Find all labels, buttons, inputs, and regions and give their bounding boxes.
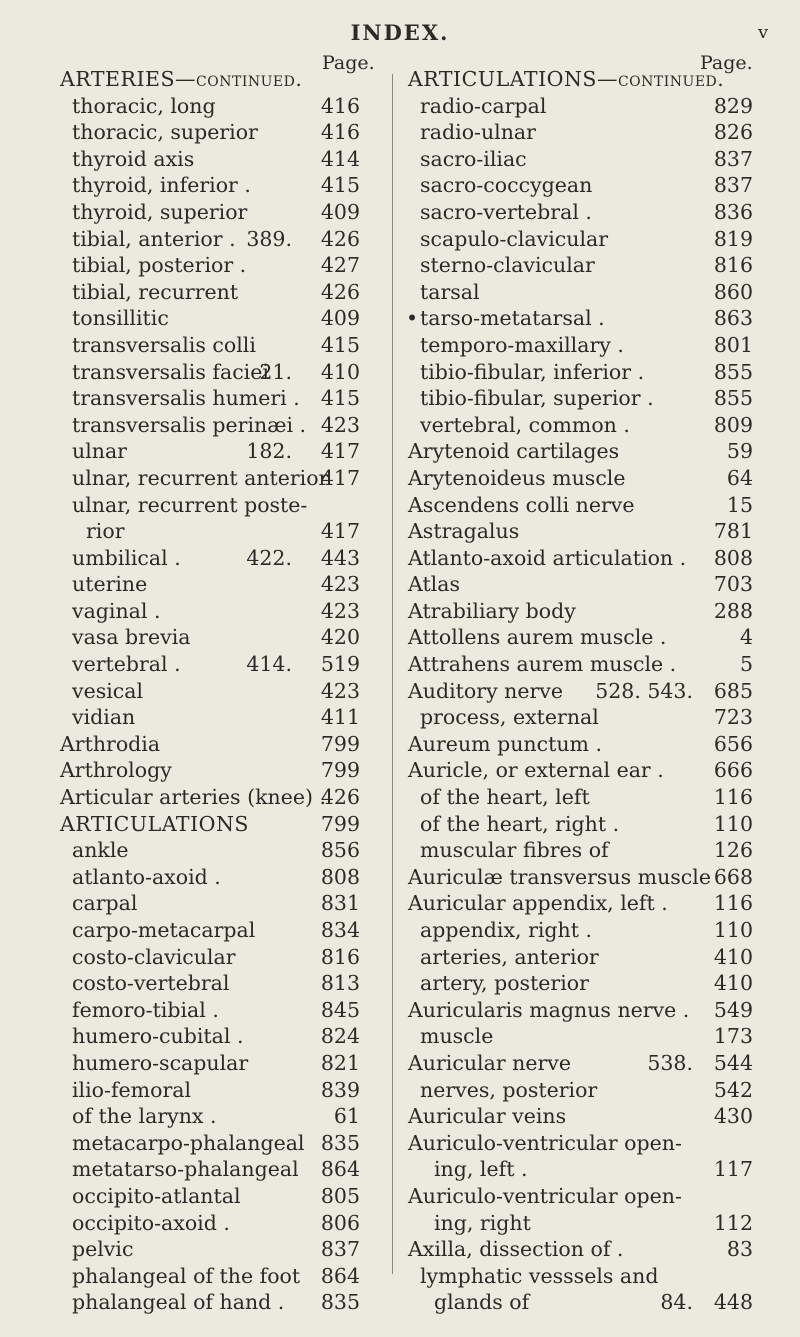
entry-page-number: 110 bbox=[713, 811, 753, 836]
entry-term: tarsal bbox=[420, 279, 480, 304]
index-entry bbox=[60, 252, 360, 279]
index-entry bbox=[60, 332, 360, 359]
entry-page-number: 685 bbox=[713, 678, 753, 703]
entry-page-number: 83 bbox=[726, 1237, 753, 1262]
entry-term: temporo-maxillary . bbox=[420, 332, 624, 357]
entry-term: Ascendens colli nerve bbox=[408, 492, 635, 517]
entry-page-number: 288 bbox=[713, 598, 753, 623]
entry-term: Auricular appendix, left . bbox=[408, 891, 668, 916]
entry-page-number: 837 bbox=[713, 146, 753, 171]
entry-term: Auricle, or external ear . bbox=[408, 758, 664, 783]
index-entry bbox=[408, 651, 753, 678]
entry-term: Axilla, dissection of . bbox=[408, 1237, 624, 1262]
entry-page-number: 809 bbox=[713, 412, 753, 437]
entry-page-number: 410 bbox=[713, 971, 753, 996]
index-entry bbox=[408, 279, 753, 306]
entry-page-number: 110 bbox=[713, 918, 753, 942]
entry-term: vasa brevia bbox=[72, 625, 191, 650]
entry-term: transversalis faciei bbox=[72, 359, 269, 384]
index-entry bbox=[408, 1210, 753, 1237]
entry-page-number: 117 bbox=[713, 1157, 753, 1182]
index-entry bbox=[408, 492, 753, 519]
entry-term: metatarso-phalangeal bbox=[72, 1157, 299, 1182]
index-entry bbox=[408, 811, 753, 838]
entry-page-number: 816 bbox=[713, 253, 753, 278]
entry-page-number: 519 bbox=[320, 652, 360, 677]
entry-page-number: 819 bbox=[713, 226, 753, 251]
entry-page-number: 845 bbox=[320, 997, 360, 1022]
entry-term: Arthrology bbox=[60, 758, 172, 783]
entry-term: carpo-metacarpal bbox=[72, 918, 256, 942]
entry-term: vesical bbox=[72, 678, 144, 703]
index-entry bbox=[408, 545, 753, 572]
entry-term: artery, posterior bbox=[420, 971, 589, 996]
entry-term: of the heart, left bbox=[420, 785, 590, 810]
left-index-column bbox=[60, 66, 360, 1316]
entry-extra-page: 414. bbox=[246, 652, 292, 677]
entry-page-number: 542 bbox=[713, 1077, 753, 1102]
entry-page-number: 112 bbox=[713, 1210, 753, 1235]
index-entry bbox=[60, 624, 360, 651]
page-title: INDEX. bbox=[350, 20, 450, 45]
entry-page-number: 64 bbox=[726, 465, 753, 490]
entry-term: sacro-vertebral . bbox=[420, 199, 592, 224]
index-entry bbox=[408, 1077, 753, 1104]
index-entry bbox=[408, 438, 753, 465]
index-entry bbox=[60, 970, 360, 997]
index-entry bbox=[60, 731, 360, 758]
entry-term: Auricular veins bbox=[408, 1104, 567, 1129]
entry-extra-page: 528. 543. bbox=[595, 678, 693, 703]
entry-page-number: 409 bbox=[320, 306, 360, 331]
index-entry bbox=[408, 465, 753, 492]
index-entry bbox=[60, 1103, 360, 1130]
entry-page-number: 808 bbox=[320, 864, 360, 889]
index-entry bbox=[408, 385, 753, 412]
index-entry bbox=[60, 890, 360, 917]
index-entry bbox=[60, 119, 360, 146]
entry-page-number: 116 bbox=[713, 785, 753, 810]
entry-term: vaginal . bbox=[72, 598, 161, 623]
entry-term: ing, right bbox=[434, 1210, 531, 1235]
entry-term: tibial, recurrent bbox=[72, 279, 239, 304]
index-entry bbox=[408, 571, 753, 598]
entry-page-number: 415 bbox=[320, 332, 360, 357]
entry-term: Attrahens aurem muscle . bbox=[408, 652, 677, 677]
index-entry bbox=[408, 172, 753, 199]
left-page-label: Page. bbox=[322, 52, 375, 74]
entry-page-number: 839 bbox=[320, 1077, 360, 1102]
entry-term: sacro-iliac bbox=[420, 146, 527, 171]
entry-term: glands of bbox=[434, 1290, 530, 1315]
index-entry bbox=[408, 678, 753, 705]
index-entry bbox=[60, 305, 360, 332]
entry-page-number: 59 bbox=[726, 439, 753, 464]
entry-term: tibial, posterior . bbox=[72, 253, 247, 278]
index-entry bbox=[408, 252, 753, 279]
entry-page-number: 443 bbox=[320, 545, 360, 570]
entry-page-number: 411 bbox=[320, 705, 360, 730]
index-entry bbox=[60, 146, 360, 173]
entry-term: Attollens aurem muscle . bbox=[408, 625, 667, 650]
entry-term: ulnar bbox=[72, 439, 127, 464]
entry-page-number: 860 bbox=[713, 279, 753, 304]
entry-term: vertebral, common . bbox=[420, 412, 630, 437]
index-entry bbox=[60, 545, 360, 572]
entry-term: arteries, anterior bbox=[420, 944, 599, 969]
entry-page-number: 855 bbox=[713, 386, 753, 411]
entry-page-number: 15 bbox=[726, 492, 753, 517]
index-entry bbox=[408, 1050, 753, 1077]
index-entry bbox=[408, 704, 753, 731]
entry-page-number: 808 bbox=[713, 545, 753, 570]
entry-term: costo-clavicular bbox=[72, 944, 236, 969]
entry-page-number: 423 bbox=[320, 598, 360, 623]
index-entry bbox=[60, 1023, 360, 1050]
entry-page-number: 416 bbox=[320, 120, 360, 145]
index-entry bbox=[60, 66, 360, 93]
entry-term: vertebral . bbox=[72, 652, 181, 677]
entry-page-number: 410 bbox=[320, 359, 360, 384]
entry-extra-page: 84. bbox=[660, 1290, 693, 1315]
entry-page-number: 856 bbox=[320, 838, 360, 863]
index-entry bbox=[60, 1263, 360, 1290]
entry-term: vidian bbox=[72, 705, 136, 730]
index-entry bbox=[60, 492, 360, 519]
index-entry bbox=[60, 279, 360, 306]
index-entry bbox=[60, 757, 360, 784]
entry-term: ing, left . bbox=[434, 1157, 528, 1182]
entry-term: Auriculo-ventricular open- bbox=[408, 1130, 682, 1155]
index-entry bbox=[408, 1263, 753, 1290]
page-number: v bbox=[758, 22, 769, 43]
entry-term: Articular arteries (knee) . bbox=[60, 785, 327, 810]
entry-term: scapulo-clavicular bbox=[420, 226, 609, 251]
entry-page-number: 5 bbox=[739, 652, 753, 677]
entry-page-number: 423 bbox=[320, 572, 360, 597]
entry-page-number: 4 bbox=[739, 625, 753, 650]
bullet-mark: • bbox=[406, 306, 419, 331]
entry-page-number: 805 bbox=[320, 1183, 360, 1208]
entry-term: thyroid, superior bbox=[72, 199, 248, 224]
entry-page-number: 417 bbox=[320, 439, 360, 464]
index-entry bbox=[408, 864, 753, 891]
index-entry bbox=[60, 1050, 360, 1077]
entry-page-number: 864 bbox=[320, 1263, 360, 1288]
entry-term: thoracic, long bbox=[72, 93, 216, 118]
index-entry bbox=[408, 624, 753, 651]
index-entry bbox=[408, 970, 753, 997]
entry-page-number: 837 bbox=[320, 1237, 360, 1262]
entry-page-number: 831 bbox=[320, 891, 360, 916]
entry-term: thoracic, superior bbox=[72, 120, 258, 145]
entry-term: rior bbox=[86, 519, 125, 544]
entry-term: Atlanto-axoid articulation . bbox=[408, 545, 687, 570]
entry-page-number: 863 bbox=[713, 306, 753, 331]
entry-term: of the larynx . bbox=[72, 1104, 217, 1129]
index-entry bbox=[60, 93, 360, 120]
entry-page-number: 544 bbox=[713, 1050, 753, 1075]
index-entry bbox=[60, 1289, 360, 1316]
index-entry bbox=[60, 1183, 360, 1210]
entry-page-number: 821 bbox=[320, 1050, 360, 1075]
entry-term: muscular fibres of bbox=[420, 838, 609, 863]
index-entry bbox=[60, 359, 360, 386]
index-entry bbox=[408, 66, 753, 93]
entry-page-number: 423 bbox=[320, 412, 360, 437]
entry-term: tonsillitic bbox=[72, 306, 169, 331]
entry-term: lymphatic vesssels and bbox=[420, 1263, 659, 1288]
index-entry bbox=[408, 226, 753, 253]
index-entry bbox=[60, 811, 360, 838]
entry-term: process, external bbox=[420, 705, 599, 730]
entry-term: ilio-femoral bbox=[72, 1077, 192, 1102]
entry-page-number: 864 bbox=[320, 1157, 360, 1182]
entry-page-number: 835 bbox=[320, 1130, 360, 1155]
entry-term: Auditory nerve bbox=[408, 678, 564, 703]
right-page-label: Page. bbox=[700, 52, 753, 74]
entry-page-number: 703 bbox=[713, 572, 753, 597]
index-entry bbox=[60, 1130, 360, 1157]
index-entry bbox=[408, 332, 753, 359]
entry-term: costo-vertebral bbox=[72, 971, 230, 996]
entry-term: ARTERIES—continued. bbox=[60, 67, 303, 91]
entry-page-number: 415 bbox=[320, 386, 360, 411]
index-entry bbox=[60, 651, 360, 678]
entry-page-number: 816 bbox=[320, 944, 360, 969]
entry-page-number: 799 bbox=[320, 731, 360, 756]
entry-term: ulnar, recurrent poste- bbox=[72, 492, 308, 517]
entry-term: Aureum punctum . bbox=[408, 731, 603, 756]
entry-page-number: 126 bbox=[713, 838, 753, 863]
entry-term: atlanto-axoid . bbox=[72, 864, 221, 889]
index-entry bbox=[60, 1077, 360, 1104]
entry-page-number: 173 bbox=[713, 1024, 753, 1049]
index-entry bbox=[60, 1210, 360, 1237]
entry-page-number: 666 bbox=[713, 758, 753, 783]
index-entry bbox=[60, 678, 360, 705]
entry-term: uterine bbox=[72, 572, 148, 597]
entry-extra-page: 182. bbox=[246, 439, 292, 464]
index-entry bbox=[408, 199, 753, 226]
entry-term: humero-scapular bbox=[72, 1050, 249, 1075]
index-entry bbox=[408, 784, 753, 811]
entry-page-number: 829 bbox=[713, 93, 753, 118]
entry-term: femoro-tibial . bbox=[72, 997, 219, 1022]
column-divider bbox=[392, 74, 393, 1274]
entry-term: humero-cubital . bbox=[72, 1024, 244, 1049]
index-entry bbox=[60, 465, 360, 492]
index-entry bbox=[60, 412, 360, 439]
index-entry bbox=[408, 997, 753, 1024]
entry-term: transversalis perinæi . bbox=[72, 412, 307, 437]
index-entry bbox=[60, 917, 360, 944]
entry-term: tibio-fibular, superior . bbox=[420, 386, 654, 411]
entry-term: metacarpo-phalangeal bbox=[72, 1130, 305, 1155]
entry-page-number: 826 bbox=[713, 120, 753, 145]
entry-page-number: 801 bbox=[713, 332, 753, 357]
entry-page-number: 417 bbox=[320, 465, 360, 490]
index-entry bbox=[60, 571, 360, 598]
entry-term: of the heart, right . bbox=[420, 811, 620, 836]
entry-term: transversalis colli bbox=[72, 332, 256, 357]
entry-page-number: 426 bbox=[320, 279, 360, 304]
entry-page-number: 781 bbox=[713, 519, 753, 544]
entry-term: appendix, right . bbox=[420, 918, 593, 942]
entry-term: Auriculo-ventricular open- bbox=[408, 1183, 682, 1208]
entry-page-number: 420 bbox=[320, 625, 360, 650]
index-entry bbox=[60, 199, 360, 226]
entry-page-number: 116 bbox=[713, 891, 753, 916]
entry-page-number: 448 bbox=[713, 1290, 753, 1315]
entry-term: phalangeal of hand . bbox=[72, 1290, 285, 1315]
entry-term: carpal bbox=[72, 891, 138, 916]
entry-term: Auricular nerve bbox=[408, 1050, 571, 1075]
entry-page-number: 415 bbox=[320, 173, 360, 198]
entry-term: pelvic bbox=[72, 1237, 134, 1262]
index-entry bbox=[408, 757, 753, 784]
entry-term: tibio-fibular, inferior . bbox=[420, 359, 645, 384]
index-entry bbox=[60, 226, 360, 253]
entry-extra-page: 21. bbox=[259, 359, 292, 384]
index-entry bbox=[60, 704, 360, 731]
index-entry bbox=[60, 784, 360, 811]
entry-term: sterno-clavicular bbox=[420, 253, 595, 278]
entry-page-number: 806 bbox=[320, 1210, 360, 1235]
index-entry bbox=[408, 359, 753, 386]
entry-extra-page: 389. bbox=[246, 226, 292, 251]
entry-term: ankle bbox=[72, 838, 129, 863]
index-entry bbox=[408, 1156, 753, 1183]
index-entry bbox=[408, 1183, 753, 1210]
entry-term: sacro-coccygean bbox=[420, 173, 593, 198]
entry-term: ARTICULATIONS—continued. bbox=[408, 67, 725, 91]
entry-term: Arthrodia bbox=[60, 731, 161, 756]
entry-page-number: 836 bbox=[713, 199, 753, 224]
entry-term: nerves, posterior bbox=[420, 1077, 598, 1102]
entry-page-number: 723 bbox=[713, 705, 753, 730]
entry-term: Astragalus bbox=[408, 519, 520, 544]
index-entry bbox=[60, 438, 360, 465]
index-entry bbox=[408, 944, 753, 971]
entry-page-number: 426 bbox=[320, 785, 360, 810]
index-entry bbox=[408, 119, 753, 146]
entry-page-number: 834 bbox=[320, 918, 360, 942]
index-entry bbox=[408, 1236, 753, 1263]
entry-page-number: 426 bbox=[320, 226, 360, 251]
entry-page-number: 409 bbox=[320, 199, 360, 224]
entry-term: transversalis humeri . bbox=[72, 386, 300, 411]
entry-page-number: 430 bbox=[713, 1104, 753, 1129]
entry-term: thyroid, inferior . bbox=[72, 173, 251, 198]
entry-page-number: 423 bbox=[320, 678, 360, 703]
entry-term: phalangeal of the foot bbox=[72, 1263, 301, 1288]
entry-term: tibial, anterior . bbox=[72, 226, 236, 251]
entry-term: tarso-metatarsal . bbox=[420, 306, 605, 331]
entry-page-number: 416 bbox=[320, 93, 360, 118]
entry-page-number: 417 bbox=[320, 519, 360, 544]
entry-page-number: 837 bbox=[713, 173, 753, 198]
entry-page-number: 799 bbox=[320, 811, 360, 836]
index-entry bbox=[408, 837, 753, 864]
entry-page-number: 656 bbox=[713, 731, 753, 756]
entry-extra-page: 422. bbox=[246, 545, 292, 570]
index-entry bbox=[60, 837, 360, 864]
entry-page-number: 813 bbox=[320, 971, 360, 996]
index-entry bbox=[408, 1130, 753, 1157]
entry-page-number: 799 bbox=[320, 758, 360, 783]
entry-page-number: 427 bbox=[320, 253, 360, 278]
index-entry bbox=[408, 890, 753, 917]
entry-term: muscle bbox=[420, 1024, 494, 1049]
index-entry bbox=[408, 305, 753, 332]
entry-page-number: 824 bbox=[320, 1024, 360, 1049]
entry-page-number: 410 bbox=[713, 944, 753, 969]
index-entry bbox=[408, 917, 753, 944]
entry-term: Atrabiliary body bbox=[408, 598, 576, 623]
entry-term: Auriculæ transversus muscle bbox=[408, 864, 711, 889]
index-entry bbox=[408, 731, 753, 758]
entry-page-number: 61 bbox=[333, 1104, 360, 1129]
index-entry bbox=[60, 944, 360, 971]
index-entry bbox=[408, 146, 753, 173]
entry-term: thyroid axis bbox=[72, 146, 195, 171]
entry-term: Arytenoid cartilages bbox=[408, 439, 620, 464]
index-entry bbox=[408, 598, 753, 625]
index-entry bbox=[60, 172, 360, 199]
entry-term: ARTICULATIONS bbox=[60, 811, 249, 836]
entry-page-number: 835 bbox=[320, 1290, 360, 1315]
index-entry bbox=[408, 1289, 753, 1316]
index-entry bbox=[60, 997, 360, 1024]
entry-page-number: 668 bbox=[713, 864, 753, 889]
entry-term: radio-carpal bbox=[420, 93, 547, 118]
entry-term: umbilical . bbox=[72, 545, 181, 570]
right-index-column bbox=[408, 66, 753, 1316]
index-entry bbox=[60, 1236, 360, 1263]
entry-term: Auricularis magnus nerve . bbox=[408, 997, 690, 1022]
index-entry bbox=[60, 1156, 360, 1183]
entry-term: occipito-atlantal bbox=[72, 1183, 241, 1208]
entry-page-number: 855 bbox=[713, 359, 753, 384]
index-entry bbox=[408, 518, 753, 545]
entry-page-number: 414 bbox=[320, 146, 360, 171]
entry-extra-page: 538. bbox=[647, 1050, 693, 1075]
index-entry bbox=[60, 385, 360, 412]
index-entry bbox=[60, 864, 360, 891]
index-entry bbox=[408, 93, 753, 120]
entry-term: Atlas bbox=[408, 572, 460, 597]
entry-page-number: 549 bbox=[713, 997, 753, 1022]
index-entry bbox=[408, 412, 753, 439]
index-entry bbox=[408, 1103, 753, 1130]
entry-term: occipito-axoid . bbox=[72, 1210, 230, 1235]
index-entry bbox=[60, 598, 360, 625]
index-entry bbox=[60, 518, 360, 545]
entry-term: radio-ulnar bbox=[420, 120, 536, 145]
entry-term: Arytenoideus muscle bbox=[408, 465, 626, 490]
index-entry bbox=[408, 1023, 753, 1050]
entry-term: ulnar, recurrent anterior bbox=[72, 465, 329, 490]
